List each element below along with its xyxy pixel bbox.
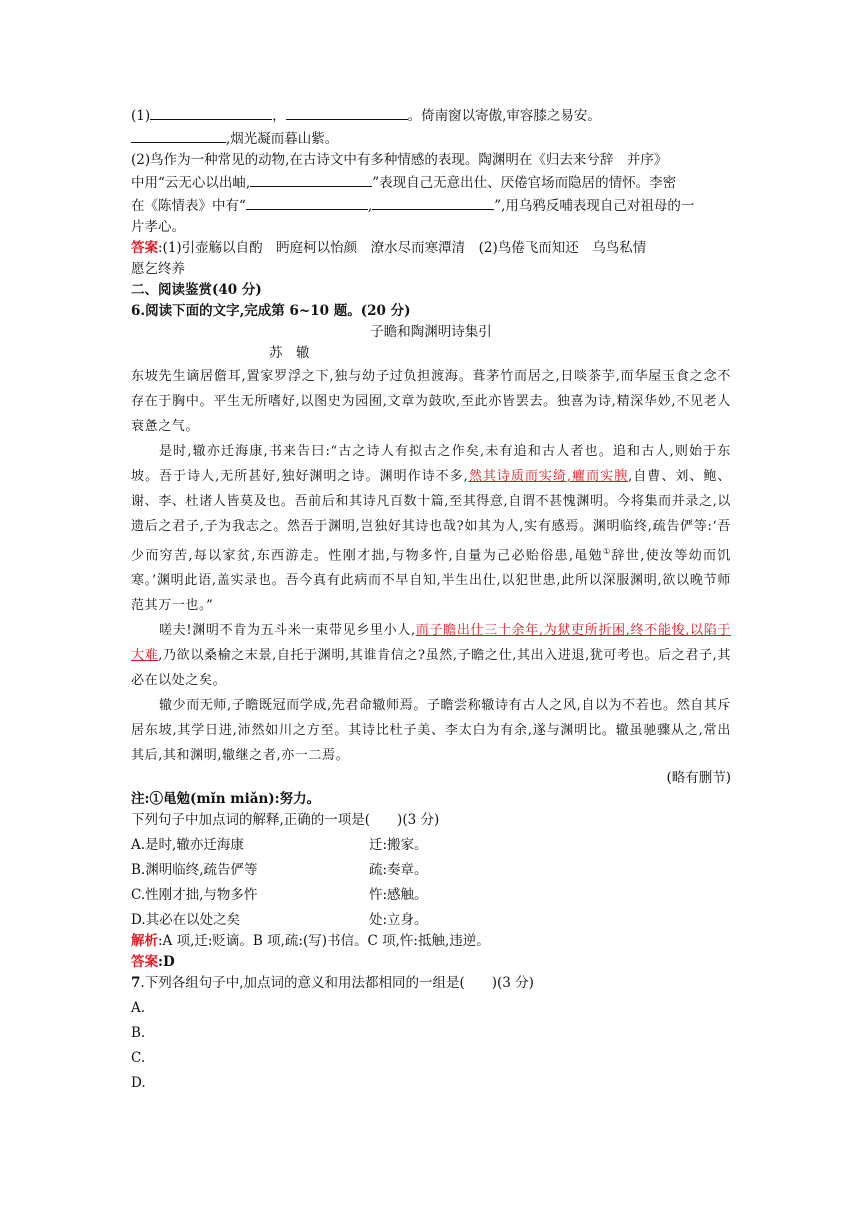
highlighted-sentence: 而子瞻出仕三十余年,为狱吏所折困,终不能悛,以陷于大难 (131, 623, 732, 664)
question-prompt: .阅读下面的文字,完成第 6~10 题。(20 分) (140, 303, 411, 319)
text: ,自曹、刘、鲍、谢、李、杜诸人皆莫及也。吾前后和其诗凡百数十篇,至其得意,自谓不甚愧渊明。今将集而并录之,以遗后之君子,子为我志之。然吾于渊明,岂独好其诗也哉?如其为人,实有感焉。渊明临终,疏告俨等:‘吾少而穷苦,每以家贫,东西游走。性刚才拙,与物多忤,自量为己必贻俗患,黾勉 (131, 469, 732, 564)
q5-text: 在《陈情表》中有“ (131, 198, 246, 214)
q6-answer (131, 952, 731, 973)
q5-line-5 (131, 194, 731, 217)
q5-text: ”表现自己无意出仕、厌倦官场而隐居的情怀。李密 (372, 175, 677, 191)
answer-label: 答案 (131, 954, 158, 971)
q5-line-3 (131, 150, 731, 171)
footnote (131, 789, 731, 810)
q5-text: 片孝心。 (131, 219, 185, 235)
q5-item-1-label: (1) (131, 108, 151, 124)
q5-line-1-text: 。倚南窗以寄傲,审容膝之易安。 (407, 108, 601, 124)
option-sentence: B.渊明临终,疏告俨等 (131, 862, 258, 879)
fill-blank (250, 171, 372, 187)
fill-blank (246, 194, 368, 210)
q7-option-d: D. (131, 1075, 146, 1092)
answer-text: :(1)引壶觞以自酌 眄庭柯以怡颜 潦水尽而寒潭清 (2)鸟倦飞而知还 乌鸟私情 (158, 240, 647, 256)
passage-title: 子瞻和陶渊明诗集引 (370, 324, 492, 340)
punctuation: , (367, 198, 373, 214)
footnote-text: :①黾勉(mǐn miǎn):努力。 (144, 791, 321, 808)
option-sentence: D.其必在以处之矣 (131, 912, 241, 929)
q5-answer (131, 238, 731, 259)
option-gloss: 处:立身。 (369, 912, 428, 929)
option-a (131, 835, 731, 856)
fill-blank (150, 104, 272, 120)
text: 嗟夫!渊明不肯为五斗米一束带见乡里小人, (159, 623, 416, 639)
q5-line-1 (131, 104, 731, 127)
q7-prompt (131, 973, 731, 994)
question-number: 7 (131, 975, 141, 992)
footnote-marker: ① (603, 547, 612, 556)
passage-paragraph-2 (131, 439, 731, 618)
q5-line-4 (131, 171, 731, 194)
q7-option-a: A. (131, 1000, 146, 1017)
fill-blank (131, 127, 226, 143)
q7-option-b: B. (131, 1025, 146, 1042)
fill-blank (372, 194, 494, 210)
punctuation: ， (272, 108, 286, 124)
q5-text: ”,用乌鸦反哺表现自己对祖母的一 (494, 198, 695, 214)
option-b (131, 860, 731, 881)
q7-option-c: C. (131, 1050, 146, 1067)
analysis-label: 解析 (131, 933, 158, 950)
text: 辞世,使汝等幼而饥寒。’渊明此语,盖实录也。吾今真有此病而不早自知,半生出仕,以犯世患,此所以深服渊明,欲以晚节师范其万一也。” (131, 548, 731, 614)
option-gloss: 迁:搬家。 (369, 837, 428, 854)
option-d (131, 910, 731, 931)
option-sentence: C.性刚才拙,与物多忤 (131, 887, 258, 904)
section-heading: 二、阅读鉴赏(40 分) (131, 282, 262, 298)
q5-text: 中用“云无心以出岫, (131, 175, 251, 191)
text: ,乃欲以桑榆之末景,自托于渊明,其谁肯信之?虽然,子瞻之仕,其出入进退,犹可考也。后之君子,其必在以处之矣。 (131, 648, 731, 689)
q5-answer-cont (131, 259, 731, 280)
option-gloss: 疏:奏章。 (369, 862, 428, 879)
passage-author: 苏 辙 (269, 345, 310, 361)
fill-blank (286, 104, 408, 120)
q5-item-2-text: (2)鸟作为一种常见的动物,在古诗文中有多种情感的表现。陶渊明在《归去来兮辞 并序》 (131, 152, 668, 168)
q6-question: 下列句子中加点词的解释,正确的一项是( )(3 分) (131, 812, 440, 829)
text: 是时,辙亦迁海康,书来告曰:“古之诗人有拟古之作矣,未有追和古人者也。追和古人,则始于东坡。吾于诗人,无所甚好,独好渊明之诗。渊明作诗不多, (131, 444, 731, 484)
highlighted-sentence: 然其诗质而实绮,癯而实腴 (468, 469, 629, 484)
option-sentence: A.是时,辙亦迁海康 (131, 837, 244, 854)
question-number: 6 (131, 303, 141, 319)
answer-text: 愿乞终养 (131, 261, 185, 277)
q6-prompt (131, 301, 731, 322)
abridged-note: (略有删节) (666, 770, 731, 787)
analysis-text: :A 项,迁:贬谪。B 项,疏:(写)书信。C 项,忤:抵触,违逆。 (158, 933, 490, 950)
option-c (131, 885, 731, 906)
question-prompt: .下列各组句子中,加点词的意义和用法都相同的一组是( )(3 分) (140, 975, 534, 992)
footnote-label: 注 (131, 791, 145, 808)
option-gloss: 忤:感触。 (369, 887, 428, 904)
passage-paragraph-4: 辙少而无师,子瞻既冠而学成,先君命辙师焉。子瞻尝称辙诗有古人之风,自以为不若也。然自其斥居东坡,其学日进,沛然如川之方至。其诗比杜子美、李太白为有余,遂与渊明比。辙虽驰骤从之,常出其后,其和渊明,辙继之者,亦一二焉。 (131, 698, 731, 764)
answer-text: :D (158, 954, 175, 971)
document-page (131, 104, 731, 1094)
q6-analysis (131, 931, 731, 952)
answer-label: 答案 (131, 240, 158, 256)
q5-line-2-text: ,烟光凝而暮山紫。 (226, 131, 339, 147)
q5-line-2 (131, 127, 731, 150)
passage-paragraph-3 (131, 618, 731, 693)
passage-paragraph-1: 东坡先生谪居儋耳,置家罗浮之下,独与幼子过负担渡海。葺茅竹而居之,日啖茶芋,而华屋玉食之念不存在于胸中。平生无所嗜好,以图史为园囿,文章为鼓吹,至此亦皆罢去。独喜为诗,精深华妙,不见老人衰惫之气。 (131, 369, 731, 434)
q5-line-6 (131, 217, 731, 238)
